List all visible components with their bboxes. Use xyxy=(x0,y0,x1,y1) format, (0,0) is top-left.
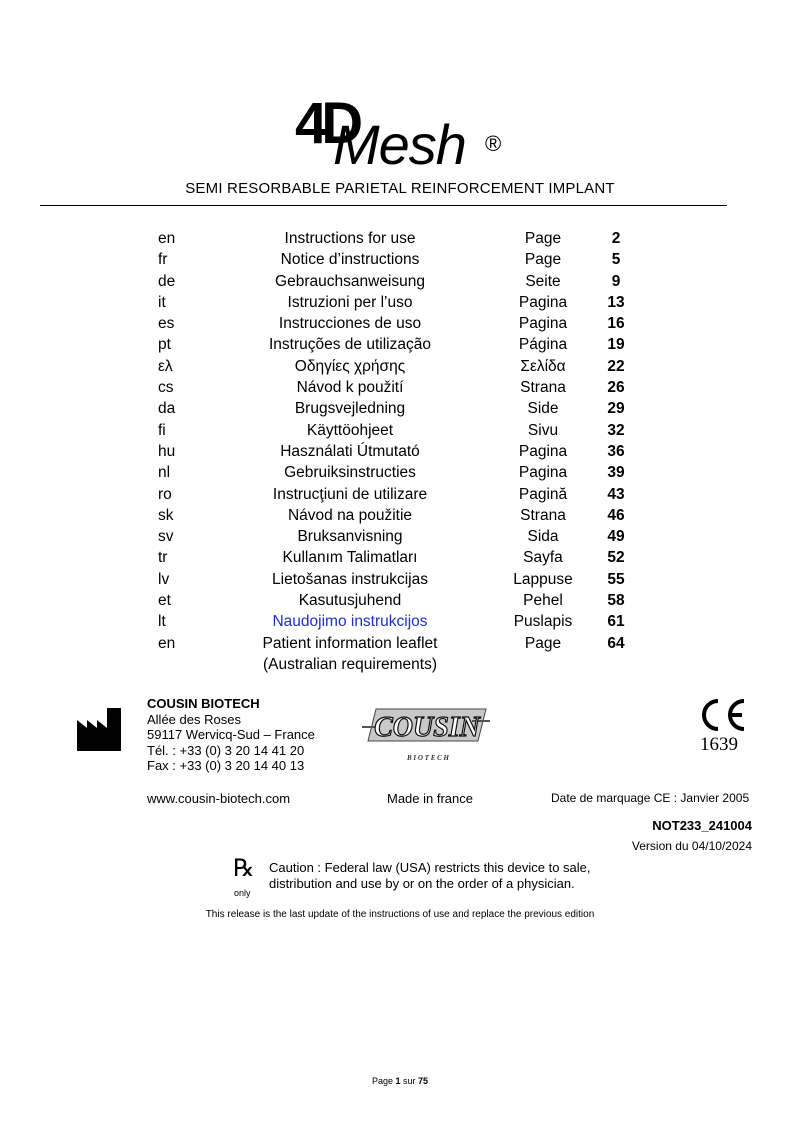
language-row xyxy=(0,334,800,355)
caution-line-2: distribution and use by or on the order of a physician. xyxy=(269,876,575,891)
language-title: Instruções de utilização xyxy=(269,336,431,354)
page-word: Pehel xyxy=(523,592,563,610)
language-table xyxy=(0,228,800,675)
language-code: hu xyxy=(158,442,176,460)
language-row xyxy=(0,569,800,590)
language-row xyxy=(0,462,800,483)
page-word: Page xyxy=(524,230,562,247)
language-row xyxy=(0,377,800,398)
page-number: 5 xyxy=(611,251,621,269)
language-code: fi xyxy=(158,421,166,439)
page-word: Pagina xyxy=(518,293,568,311)
language-row xyxy=(0,633,800,654)
language-row xyxy=(0,441,800,462)
language-code: ελ xyxy=(158,357,173,375)
language-code: lv xyxy=(158,570,170,588)
manufacturer-fax: Fax : +33 (0) 3 20 14 40 13 xyxy=(147,758,305,773)
page-word: Pagina xyxy=(518,315,568,333)
language-title: Brugsvejledning xyxy=(294,400,406,418)
language-code: cs xyxy=(158,379,174,397)
page-number: 22 xyxy=(607,357,625,375)
page-word: Strana xyxy=(520,506,566,524)
page-number: 13 xyxy=(607,293,625,311)
language-row xyxy=(0,356,800,377)
manufacturer-address-line1: Allée des Roses xyxy=(147,711,241,727)
language-row xyxy=(0,271,800,292)
language-code: sv xyxy=(158,528,174,546)
page-word: Sivu xyxy=(527,421,559,439)
release-note: This release is the last update of the instructions of use and replace the previous edition xyxy=(205,909,595,920)
footer-prefix: Page xyxy=(371,1076,396,1086)
page-word: Puslapis xyxy=(513,613,573,631)
manufacturer-address-line2: 59117 Wervicq-Sud – France xyxy=(147,727,315,742)
language-row-link[interactable] xyxy=(0,611,800,632)
document-version: Version du 04/10/2024 xyxy=(631,839,752,853)
language-title: Instrucciones de uso xyxy=(278,315,422,333)
page-number: 16 xyxy=(607,315,625,333)
language-code: et xyxy=(158,592,171,610)
logo-prefix: 4D xyxy=(295,91,358,156)
language-title: Instructions for use xyxy=(284,230,416,247)
footer-total-pages: 75 xyxy=(418,1076,429,1086)
cousin-biotech-logo xyxy=(360,703,492,765)
language-code: en xyxy=(158,230,176,247)
footer-current-page: 1 xyxy=(395,1076,401,1086)
document-reference: NOT233_241004 xyxy=(652,818,752,833)
language-row xyxy=(0,505,800,526)
language-row xyxy=(0,292,800,313)
page-word: Lappuse xyxy=(513,570,573,588)
page-number: 55 xyxy=(607,570,625,588)
language-title: Käyttöohjeet xyxy=(306,421,394,439)
language-title-link[interactable]: Naudojimo instrukcijos xyxy=(272,613,428,631)
language-code: ro xyxy=(158,485,172,503)
language-code: de xyxy=(158,272,176,290)
page-word: Σελίδα xyxy=(520,357,566,375)
header-divider xyxy=(40,205,727,206)
page-number: 64 xyxy=(607,634,625,652)
registered-mark: ® xyxy=(485,131,502,156)
rx-only-label: only xyxy=(234,888,251,898)
language-title: Használati Útmutató xyxy=(280,442,420,460)
page-number: 19 xyxy=(607,336,625,354)
page-word: Pagina xyxy=(518,442,568,460)
language-code: it xyxy=(158,293,166,311)
language-title: Návod na použitie xyxy=(287,506,413,524)
language-title-continuation: (Australian requirements) xyxy=(262,655,437,673)
page-number: 52 xyxy=(607,549,625,567)
language-title: Patient information leaflet xyxy=(262,634,438,652)
page-word: Página xyxy=(518,336,568,354)
page-number: 46 xyxy=(607,506,625,524)
page-number: 2 xyxy=(611,230,621,247)
page-word: Seite xyxy=(525,272,561,290)
language-title: Instrucţiuni de utilizare xyxy=(272,485,428,503)
cousin-logo-sub: B I O T E C H xyxy=(406,754,450,762)
language-title: Οδηγίες χρήσης xyxy=(294,357,406,375)
language-title: Gebrauchsanweisung xyxy=(275,272,425,290)
page-word: Strana xyxy=(520,379,566,397)
made-in-text: Made in france xyxy=(387,791,473,806)
language-title: Kullanım Talimatları xyxy=(282,549,418,567)
language-row-continuation xyxy=(0,654,800,675)
caution-line-1: Caution : Federal law (USA) restricts this device to sale, xyxy=(269,860,591,875)
page-word: Page xyxy=(524,251,562,269)
language-code: nl xyxy=(158,464,171,482)
manufacturer-name: COUSIN BIOTECH xyxy=(147,696,260,711)
notified-body-number: 1639 xyxy=(700,734,738,755)
page-number: 26 xyxy=(607,379,625,397)
language-row xyxy=(0,590,800,611)
website-text: www.cousin-biotech.com xyxy=(147,791,291,806)
page-number: 58 xyxy=(607,592,625,610)
cousin-logo-word: COUSIN xyxy=(374,712,480,743)
manufacturer-block xyxy=(147,696,315,774)
language-code: lt xyxy=(158,613,166,631)
language-title: Bruksanvisning xyxy=(297,528,403,546)
language-title: Notice d’instructions xyxy=(280,251,420,269)
ce-date-text: Date de marquage CE : Janvier 2005 xyxy=(551,791,750,805)
page-number: 49 xyxy=(607,528,625,546)
language-code: en xyxy=(158,634,176,652)
language-row xyxy=(0,249,800,270)
document-subtitle: SEMI RESORBABLE PARIETAL REINFORCEMENT IMPLANT xyxy=(185,180,615,197)
page-word: Sida xyxy=(527,528,559,546)
page-number: 29 xyxy=(607,400,625,418)
language-row xyxy=(0,547,800,568)
page-word: Pagină xyxy=(518,485,568,503)
factory-icon xyxy=(76,706,122,752)
page-word: Page xyxy=(524,634,562,652)
page-word: Pagina xyxy=(518,464,568,482)
page-number: 61 xyxy=(607,613,625,631)
manufacturer-phone: Tél. : +33 (0) 3 20 14 41 20 xyxy=(147,742,305,758)
language-code: pt xyxy=(158,336,171,354)
language-title: Istruzioni per l’uso xyxy=(287,293,413,311)
language-row xyxy=(0,420,800,441)
language-code: es xyxy=(158,315,175,333)
language-code: tr xyxy=(158,549,168,567)
language-row xyxy=(0,526,800,547)
page-footer xyxy=(0,1076,800,1086)
language-title: Návod k použití xyxy=(296,379,404,397)
rx-symbol: ℞ xyxy=(233,856,255,882)
page-number: 9 xyxy=(611,272,621,290)
language-code: fr xyxy=(158,251,168,269)
page-number: 39 xyxy=(607,464,625,482)
page-word: Sayfa xyxy=(523,549,563,567)
footer-middle: sur xyxy=(400,1076,419,1086)
product-logo xyxy=(295,91,525,185)
logo-word: Mesh xyxy=(333,113,466,176)
page-number: 43 xyxy=(607,485,625,503)
caution-statement xyxy=(269,860,629,892)
language-code: sk xyxy=(158,506,174,524)
rx-only-icon xyxy=(233,857,257,901)
language-title: Lietošanas instrukcijas xyxy=(272,570,428,588)
language-row xyxy=(0,398,800,419)
language-title: Gebruiksinstructies xyxy=(284,464,416,482)
language-title: Kasutusjuhend xyxy=(298,592,402,610)
language-row xyxy=(0,484,800,505)
page-word: Side xyxy=(527,400,559,418)
language-row xyxy=(0,313,800,334)
ce-mark-icon xyxy=(696,697,748,733)
page-number: 36 xyxy=(607,442,625,460)
page-number: 32 xyxy=(607,421,625,439)
language-code: da xyxy=(158,400,176,418)
language-row xyxy=(0,228,800,249)
